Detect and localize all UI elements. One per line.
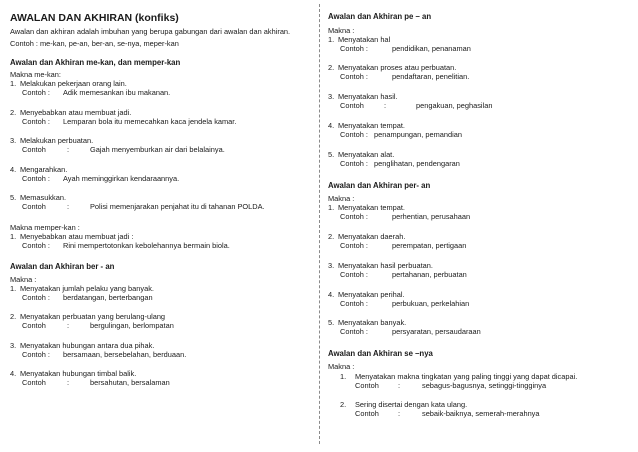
example-separator: : — [67, 321, 70, 330]
item-number: 5. — [328, 318, 335, 327]
example-value: pengakuan, peghasilan — [416, 101, 493, 110]
example-label: Contoh — [22, 202, 46, 211]
example-separator: : — [67, 378, 70, 387]
item-number: 4. — [328, 121, 335, 130]
example-label: Contoh : — [340, 72, 368, 81]
makna-label: Makna : — [328, 362, 355, 371]
item-text: Menyatakan perihal. — [338, 290, 405, 299]
item-number: 3. — [328, 261, 335, 270]
example-label: Contoh — [355, 409, 379, 418]
item-text: Menyatakan hal — [338, 35, 391, 44]
section-heading-ber-an: Awalan dan Akhiran ber - an — [10, 262, 115, 271]
example-label: Contoh — [355, 381, 379, 390]
makna-label: Makna me-kan: — [10, 70, 61, 79]
item-text: Menyatakan tempat. — [338, 121, 405, 130]
item-text: Menyebabkan atau membuat jadi : — [20, 232, 134, 241]
section-heading-per-an: Awalan dan Akhiran per- an — [328, 181, 431, 190]
item-text: Menyatakan banyak. — [338, 318, 407, 327]
item-number: 1. — [10, 232, 17, 241]
item-number: 1. — [328, 35, 335, 44]
example-value: Adik memesankan ibu makanan. — [63, 88, 171, 97]
item-number: 2. — [328, 232, 335, 241]
item-number: 4. — [328, 290, 335, 299]
example-separator: : — [67, 145, 70, 154]
example-value: penampungan, pemandian — [374, 130, 462, 139]
example-label: Contoh — [22, 378, 46, 387]
makna-label: Makna : — [328, 26, 355, 35]
item-number: 1. — [328, 203, 335, 212]
item-number: 3. — [10, 136, 17, 145]
column-divider — [319, 4, 320, 444]
section-heading-pe-an: Awalan dan Akhiran pe – an — [328, 12, 432, 21]
example-separator: : — [398, 381, 401, 390]
example-value: persyaratan, persaudaraan — [392, 327, 481, 336]
item-text: Menyatakan proses atau perbuatan. — [338, 63, 457, 72]
example-label: Contoh : — [22, 350, 50, 359]
example-value: bersamaan, bersebelahan, berduaan. — [63, 350, 187, 359]
item-text: Menyatakan jumlah pelaku yang banyak. — [20, 284, 154, 293]
intro-example: Contoh : me-kan, pe-an, ber-an, se-nya, meper-kan — [10, 39, 179, 48]
item-text: Menyatakan hasil. — [338, 92, 398, 101]
example-value: berdatangan, berterbangan — [63, 293, 153, 302]
makna-label: Makna memper-kan : — [10, 223, 80, 232]
example-label: Contoh : — [340, 44, 368, 53]
item-number: 2. — [340, 400, 347, 409]
item-text: Menyatakan daerah. — [338, 232, 406, 241]
item-number: 1. — [10, 284, 17, 293]
example-label: Contoh : — [22, 174, 50, 183]
example-label: Contoh : — [340, 159, 368, 168]
example-label: Contoh — [22, 145, 46, 154]
example-value: penglihatan, pendengaran — [374, 159, 460, 168]
example-label: Contoh : — [340, 130, 368, 139]
example-label: Contoh — [340, 101, 364, 110]
intro-text: Awalan dan akhiran adalah imbuhan yang berupa gabungan dari awalan dan akhiran. — [10, 27, 291, 36]
item-text: Menyatakan hubungan timbal balik. — [20, 369, 137, 378]
item-text: Melakukan pekerjaan orang lain. — [20, 79, 127, 88]
item-number: 3. — [328, 92, 335, 101]
item-number: 3. — [10, 341, 17, 350]
item-number: 1. — [10, 79, 17, 88]
item-text: Sering disertai dengan kata ulang. — [355, 400, 468, 409]
example-value: bergulingan, berlompatan — [90, 321, 174, 330]
example-label: Contoh : — [22, 117, 50, 126]
item-text: Mengarahkan. — [20, 165, 68, 174]
example-label: Contoh : — [340, 327, 368, 336]
example-value: sebagus-bagusnya, setinggi-tingginya — [422, 381, 547, 390]
example-value: Lemparan bola itu memecahkan kaca jendela kamar. — [63, 117, 237, 126]
example-value: bersahutan, bersalaman — [90, 378, 170, 387]
item-number: 4. — [10, 369, 17, 378]
example-separator: : — [67, 202, 70, 211]
item-number: 4. — [10, 165, 17, 174]
example-value: Ayah meminggirkan kendaraannya. — [63, 174, 180, 183]
example-label: Contoh : — [340, 299, 368, 308]
item-text: Melakukan perbuatan. — [20, 136, 94, 145]
item-text: Menyebabkan atau membuat jadi. — [20, 108, 132, 117]
example-label: Contoh : — [340, 212, 368, 221]
example-separator: : — [384, 101, 387, 110]
item-text: Menyatakan hasil perbuatan. — [338, 261, 433, 270]
example-value: Gajah menyemburkan air dari belalainya. — [90, 145, 225, 154]
example-value: perempatan, pertigaan — [392, 241, 467, 250]
example-label: Contoh : — [340, 270, 368, 279]
item-text: Menyatakan makna tingkatan yang paling tinggi yang dapat dicapai. — [355, 372, 578, 381]
item-number: 5. — [10, 193, 17, 202]
example-value: perhentian, perusahaan — [392, 212, 471, 221]
example-value: pendaftaran, penelitian. — [392, 72, 470, 81]
section-heading-me-kan: Awalan dan Akhiran me-kan, dan memper-kan — [10, 58, 181, 67]
item-text: Memasukkan. — [20, 193, 67, 202]
example-value: perbukuan, perkelahian — [392, 299, 470, 308]
item-text: Menyatakan tempat. — [338, 203, 405, 212]
example-value: pendidikan, penanaman — [392, 44, 471, 53]
item-number: 2. — [10, 108, 17, 117]
example-separator: : — [398, 409, 401, 418]
item-number: 5. — [328, 150, 335, 159]
item-number: 1. — [340, 372, 347, 381]
example-label: Contoh — [22, 321, 46, 330]
example-label: Contoh : — [340, 241, 368, 250]
makna-label: Makna : — [10, 275, 37, 284]
item-text: Menyatakan hubungan antara dua pihak. — [20, 341, 155, 350]
item-text: Menyatakan perbuatan yang berulang-ulang — [20, 312, 166, 321]
example-label: Contoh : — [22, 293, 50, 302]
example-value: Polisi memenjarakan penjahat itu di tahanan POLDA. — [90, 202, 265, 211]
example-value: sebaik-baiknya, semerah-merahnya — [422, 409, 540, 418]
example-value: pertahanan, perbuatan — [392, 270, 467, 279]
item-number: 2. — [328, 63, 335, 72]
example-label: Contoh : — [22, 88, 50, 97]
section-heading-se-nya: Awalan dan Akhiran se –nya — [328, 349, 433, 358]
item-text: Menyatakan alat. — [338, 150, 395, 159]
makna-label: Makna : — [328, 194, 355, 203]
example-label: Contoh : — [22, 241, 50, 250]
document-title: AWALAN DAN AKHIRAN (konfiks) — [10, 12, 179, 24]
item-number: 2. — [10, 312, 17, 321]
example-value: Rini mempertotonkan kebolehannya bermain biola. — [63, 241, 230, 250]
